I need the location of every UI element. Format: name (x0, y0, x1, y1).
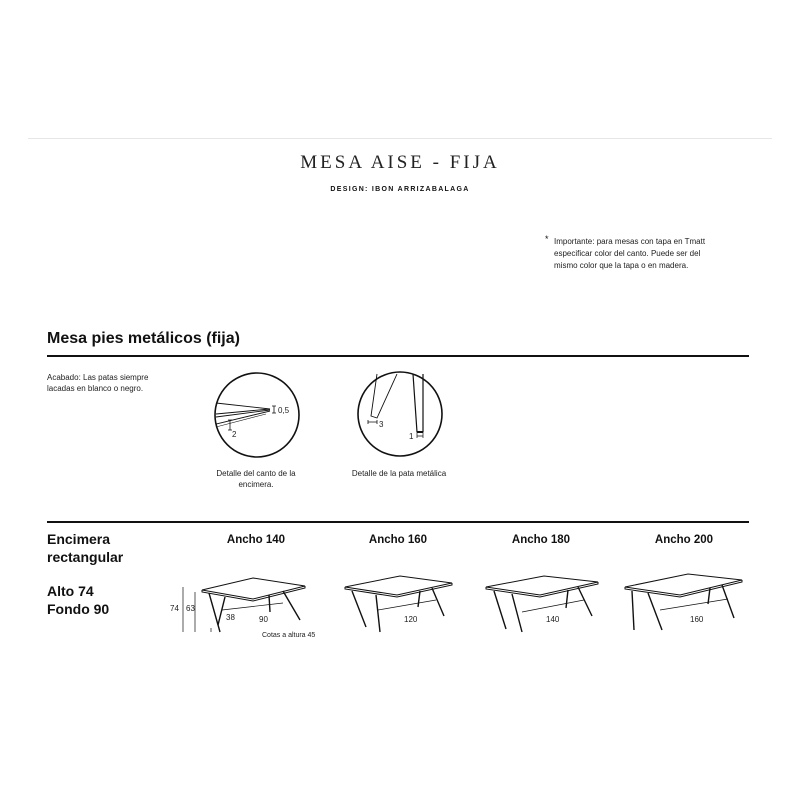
table-160-drawing (340, 570, 460, 640)
finish-note: Acabado: Las patas siempre lacadas en blanco o negro. (47, 373, 149, 393)
fondo-label: Fondo 90 (47, 601, 110, 617)
dim-length-140: 90 (259, 615, 268, 624)
section-rule (47, 355, 749, 357)
table-200-drawing (622, 568, 752, 640)
edge-detail-illustration (210, 372, 310, 467)
cotas-note: Cotas a altura 45 (262, 632, 316, 639)
leg-detail-illustration (355, 372, 455, 467)
table-180-drawing (482, 570, 607, 640)
designer-credit: DESIGN: IBON ARRIZABALAGA (330, 186, 470, 193)
encimera-label (47, 530, 142, 566)
dim-length-180: 140 (546, 615, 560, 624)
table-section-rule (47, 521, 749, 523)
ancho-160-label: Ancho 160 (368, 534, 428, 546)
dim-length-200: 160 (690, 615, 704, 624)
table-140-drawing (165, 570, 315, 640)
encimera-text: Encimera rectangular (47, 531, 124, 565)
top-divider (28, 138, 772, 139)
leg-detail-caption: Detalle de la pata metálica (351, 469, 447, 478)
important-note: Importante: para mesas con tapa en Tmatt especificar color del canto. Puede ser del mismo color que la tapa o en madera. (554, 237, 706, 270)
note-asterisk: * (545, 234, 549, 244)
dim-height-inner: 63 (186, 604, 195, 613)
leg-dim-width: 3 (379, 420, 384, 429)
section-title: Mesa pies metálicos (fija) (47, 330, 240, 347)
page-title: MESA AISE - FIJA (300, 152, 500, 173)
edge-dim-thick: 2 (232, 430, 237, 439)
dim-leg-offset: 38 (226, 613, 235, 622)
ancho-140-label: Ancho 140 (226, 534, 286, 546)
edge-detail-caption: Detalle del canto de la encimera. (216, 469, 296, 489)
edge-dim-thin: 0,5 (278, 406, 290, 415)
leg-dim-thickness: 1 (409, 432, 414, 441)
ancho-180-label: Ancho 180 (511, 534, 571, 546)
ancho-200-label: Ancho 200 (654, 534, 714, 546)
dim-length-160: 120 (404, 615, 418, 624)
alto-label: Alto 74 (47, 583, 94, 599)
dim-height-total: 74 (170, 604, 179, 613)
dimensions-block (47, 582, 109, 618)
